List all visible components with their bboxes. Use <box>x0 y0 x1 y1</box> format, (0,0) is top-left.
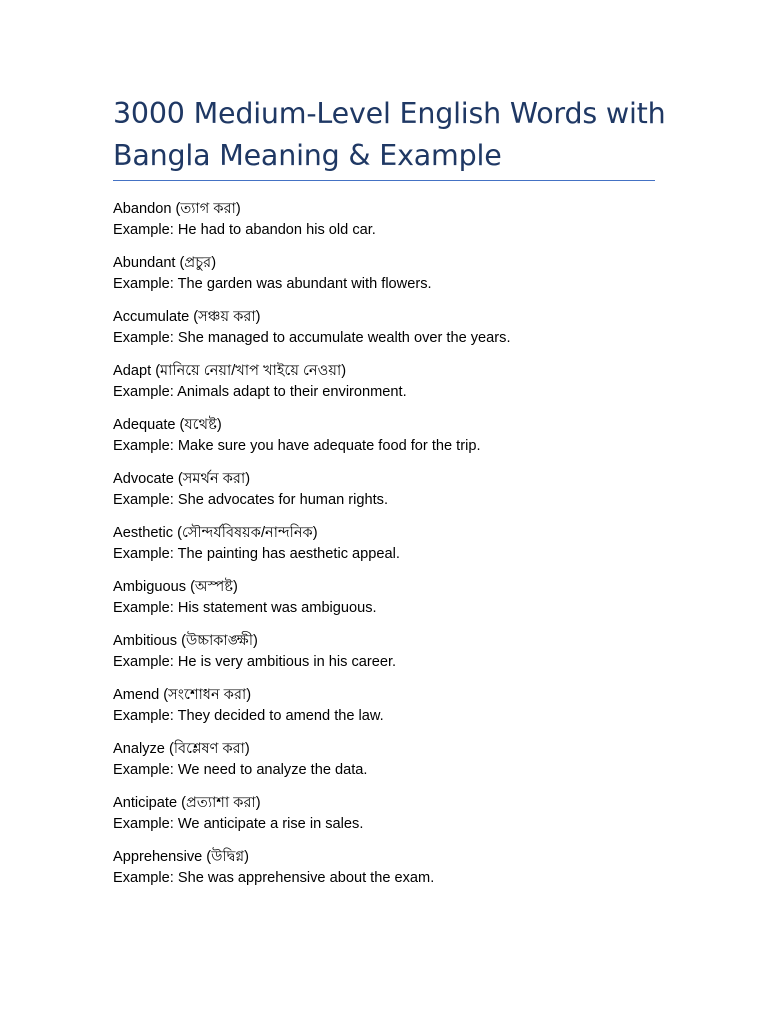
word-example: Example: Make sure you have adequate food for the trip. <box>113 437 481 454</box>
word-entry <box>113 847 673 901</box>
word-headword: Amend (সংশোধন করা) <box>113 687 252 703</box>
word-example: Example: He had to abandon his old car. <box>113 221 376 238</box>
word-entry <box>113 577 673 631</box>
word-headword: Ambiguous (অস্পষ্ট) <box>113 579 238 595</box>
title-underline-divider <box>113 180 655 181</box>
word-entry <box>113 739 673 793</box>
word-example: Example: She was apprehensive about the exam. <box>113 869 435 886</box>
word-example: Example: We anticipate a rise in sales. <box>113 815 364 832</box>
word-entry <box>113 361 673 415</box>
word-example: Example: Animals adapt to their environment. <box>113 383 407 400</box>
word-list <box>113 199 673 901</box>
word-headword: Aesthetic (সৌন্দর্যবিষয়ক/নান্দনিক) <box>113 525 318 541</box>
word-example: Example: We need to analyze the data. <box>113 761 368 778</box>
word-entry <box>113 523 673 577</box>
word-headword: Analyze (বিশ্লেষণ করা) <box>113 741 250 757</box>
word-headword: Anticipate (প্রত্যাশা করা) <box>113 795 261 811</box>
word-example: Example: The painting has aesthetic appeal. <box>113 545 400 562</box>
word-headword: Advocate (সমর্থন করা) <box>113 471 251 487</box>
word-example: Example: They decided to amend the law. <box>113 707 384 724</box>
word-example: Example: His statement was ambiguous. <box>113 599 377 616</box>
word-headword: Abandon (ত্যাগ করা) <box>113 201 241 217</box>
word-entry <box>113 253 673 307</box>
word-headword: Adequate (যথেষ্ট) <box>113 417 222 433</box>
word-example: Example: She advocates for human rights. <box>113 491 388 508</box>
word-headword: Accumulate (সঞ্চয় করা) <box>113 309 261 325</box>
word-headword: Ambitious (উচ্চাকাঙ্ক্ষী) <box>113 633 258 649</box>
word-entry <box>113 199 673 253</box>
word-entry <box>113 685 673 739</box>
word-headword: Adapt (মানিয়ে নেয়া/খাপ খাইয়ে নেওয়া) <box>113 363 347 379</box>
word-entry <box>113 631 673 685</box>
word-entry <box>113 307 673 361</box>
word-example: Example: She managed to accumulate wealth over the years. <box>113 329 511 346</box>
page-title <box>113 93 673 177</box>
title-line-1: 3000 Medium-Level English Words with <box>113 97 666 130</box>
word-example: Example: He is very ambitious in his career. <box>113 653 397 670</box>
word-headword: Abundant (প্রচুর) <box>113 255 217 271</box>
word-headword: Apprehensive (উদ্বিগ্ন) <box>113 849 250 865</box>
word-example: Example: The garden was abundant with flowers. <box>113 275 432 292</box>
word-entry <box>113 469 673 523</box>
word-entry <box>113 415 673 469</box>
word-entry <box>113 793 673 847</box>
title-line-2: Bangla Meaning & Example <box>113 139 502 172</box>
